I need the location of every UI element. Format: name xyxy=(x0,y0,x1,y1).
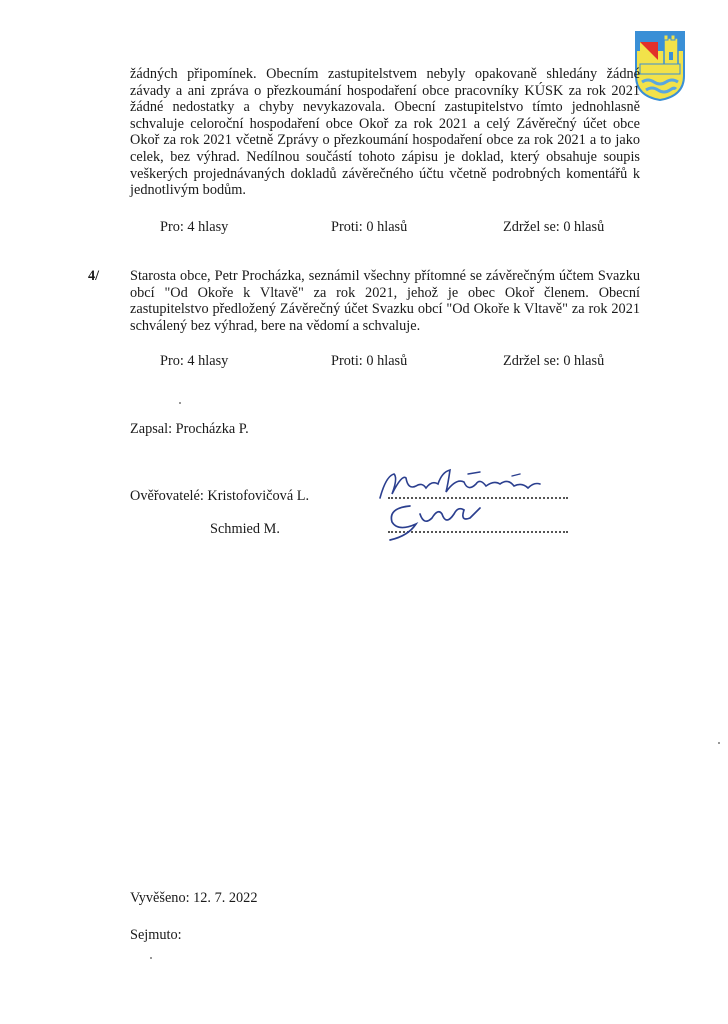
section-4-vote-for: Pro: 4 hlasy xyxy=(160,353,229,369)
section-4-paragraph xyxy=(130,268,640,334)
verifier-line-2: Schmied M. xyxy=(210,521,280,537)
section-3-vote-abstain: Zdržel se: 0 hlasů xyxy=(503,219,605,235)
scan-speck xyxy=(718,742,720,744)
scan-speck xyxy=(150,957,152,959)
section-4-vote-against: Proti: 0 hlasů xyxy=(331,353,408,369)
removed-date: Sejmuto: xyxy=(130,927,182,943)
recorder-line: Zapsal: Procházka P. xyxy=(130,421,249,437)
section-4-vote-abstain: Zdržel se: 0 hlasů xyxy=(503,353,605,369)
village-coat-of-arms-icon xyxy=(634,30,686,102)
section-3-paragraph xyxy=(130,66,640,199)
section-3-vote-for: Pro: 4 hlasy xyxy=(160,219,229,235)
handwritten-signature-icon xyxy=(380,500,490,542)
verifier-line-1: Ověřovatelé: Kristofovičová L. xyxy=(130,488,310,504)
section-4-number: 4/ xyxy=(88,268,100,284)
scan-speck xyxy=(179,402,181,404)
section-4-text: Starosta obce, Petr Procházka, seznámil všechny přítomné se závěrečným účtem Svazku obcí "Od Okoře k Vltavě" za rok 2021, jehož je obec Okoř členem. Obecní zastupitelstvo předložený Závěrečný účet Svazku obcí "Od Okoře k Vltavě" za rok 2021 schválený bez výhrad, bere na vědomí a schvaluje. xyxy=(130,268,640,334)
posted-date: Vyvěšeno: 12. 7. 2022 xyxy=(130,890,258,906)
section-3-text: žádných připomínek. Obecním zastupitelstvem nebyly opakovaně shledány žádné závady a ani zpráva o přezkoumání hospodaření obce pracovníky KÚSK za rok 2021 žádné nedostatky a chyby nevykazovala. Obecní zastupitelstvo tímto jednohlasně schvaluje celoroční hospodaření obce Okoř za rok 2021 a celý Závěrečný účet obce Okoř za rok 2021 včetně Zprávy o přezkoumání hospodaření obce za rok 2021 a to jako celek, bez výhrad. Nedílnou součástí tohoto zápisu je doklad, který obsahuje soupis veškerých projednávaných dokladů závěrečného účtu včetně podrobných komentářů k jednotlivým bodům. xyxy=(130,66,640,199)
section-3-vote-against: Proti: 0 hlasů xyxy=(331,219,408,235)
